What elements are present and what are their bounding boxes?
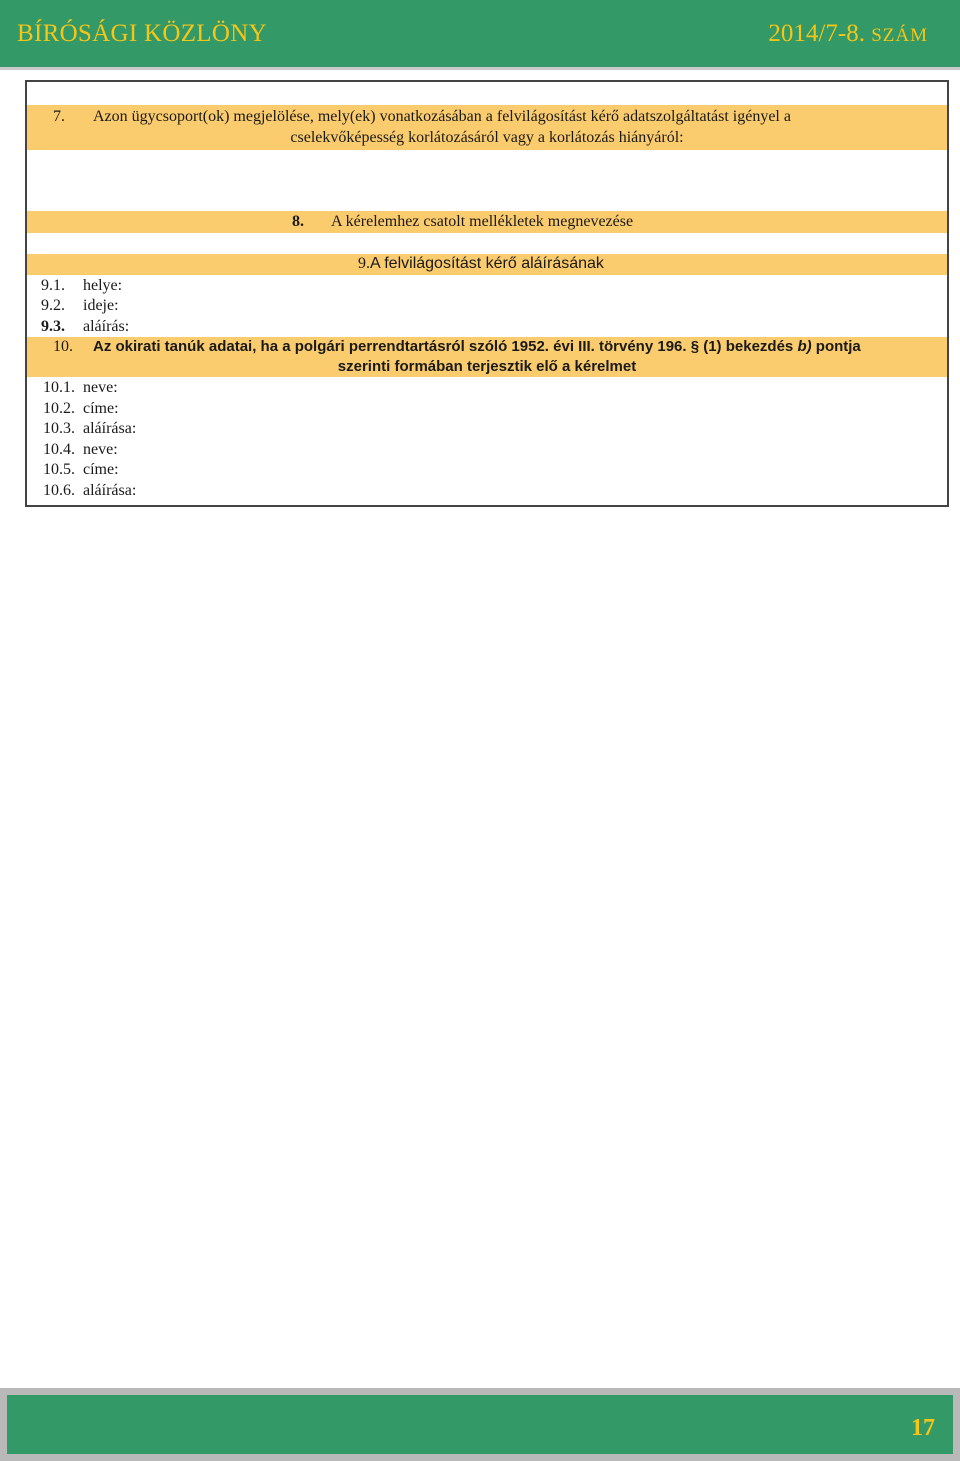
section-10-line1-text: Az okirati tanúk adatai, ha a polgári perrendtartásról szóló 1952. évi III. törvény 196. § (1) bekezdés xyxy=(93,338,794,355)
field-10-1 xyxy=(43,378,118,398)
field-9-1 xyxy=(41,276,122,296)
field-9-2 xyxy=(41,296,119,316)
field-10-2 xyxy=(43,399,119,419)
page-footer xyxy=(0,1388,960,1461)
journal-title: BÍRÓSÁGI KÖZLÖNY xyxy=(17,20,267,47)
field-label: címe: xyxy=(83,461,119,478)
field-label: neve: xyxy=(83,441,118,458)
section-7-line1: Azon ügycsoport(ok) megjelölése, mely(ek) vonatkozásában a felvilágosítást kérő adatszolgáltatást igényel a xyxy=(93,108,791,125)
field-10-5 xyxy=(43,460,119,480)
page-number: 17 xyxy=(911,1415,935,1441)
section-8-number: 8. xyxy=(292,213,304,230)
section-10-line1-italic: b) xyxy=(797,338,812,355)
section-9-number: 9. xyxy=(358,255,370,272)
field-num: 10.2. xyxy=(43,400,75,417)
field-num: 10.1. xyxy=(43,379,75,396)
field-num: 9.1. xyxy=(41,277,65,294)
field-10-4 xyxy=(43,440,118,460)
field-num: 10.3. xyxy=(43,420,75,437)
section-10-line2: szerinti formában terjesztik elő a kérelmet xyxy=(337,358,637,375)
page-header xyxy=(0,0,960,70)
field-10-3 xyxy=(43,419,136,439)
field-label: neve: xyxy=(83,379,118,396)
section-7-number: 7. xyxy=(53,108,65,125)
issue-small: SZÁM xyxy=(871,25,928,46)
field-label: ideje: xyxy=(83,297,119,314)
field-num: 9.2. xyxy=(41,297,65,314)
issue-number xyxy=(768,20,928,48)
issue-main: 2014/7-8. xyxy=(768,20,872,47)
field-label: aláírása: xyxy=(83,482,137,499)
field-label: helye: xyxy=(83,277,123,294)
section-8-title: A kérelemhez csatolt mellékletek megnevezése xyxy=(331,213,634,230)
field-label: aláírás: xyxy=(83,318,130,335)
footer-bar xyxy=(7,1395,953,1454)
field-num: 10.4. xyxy=(43,441,75,458)
section-10-number: 10. xyxy=(53,338,73,355)
section-10-line1 xyxy=(93,337,861,357)
field-9-3 xyxy=(41,317,129,337)
field-10-6 xyxy=(43,481,136,501)
field-num: 10.5. xyxy=(43,461,75,478)
section-9-title: A felvilágosítást kérő aláírásának xyxy=(370,255,604,272)
field-label: címe: xyxy=(83,400,119,417)
section-7-line2: cselekvőképesség korlátozásáról vagy a korlátozás hiányáról: xyxy=(290,129,684,146)
field-label: aláírása: xyxy=(83,420,137,437)
section-9-heading xyxy=(358,254,604,274)
section-10-line1-end: pontja xyxy=(815,338,861,355)
form-box xyxy=(25,80,949,507)
field-num: 9.3. xyxy=(41,318,65,335)
field-num: 10.6. xyxy=(43,482,75,499)
